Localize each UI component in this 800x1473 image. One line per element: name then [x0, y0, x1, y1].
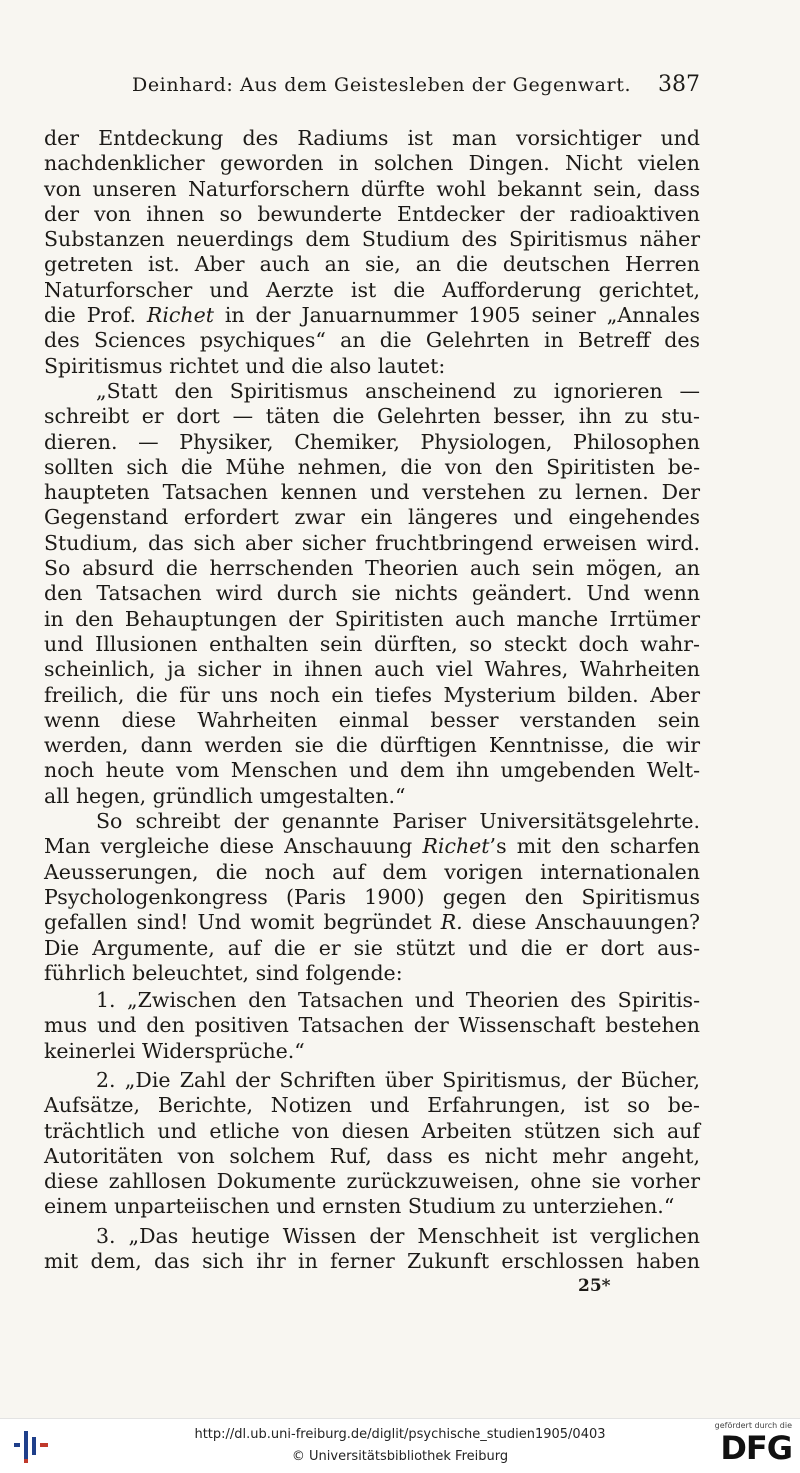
text-line: Aufsätze, Berichte, Notizen und Erfahrungen, ist so be-: [44, 1093, 700, 1118]
text-line: in den Behauptungen der Spiritisten auch manche Irrtümer: [44, 606, 700, 631]
text-line: Gegenstand erfordert zwar ein längeres und eingehendes: [44, 505, 700, 530]
text-line: haupteten Tatsachen kennen und verstehen zu lernen. Der: [44, 480, 700, 505]
text-line: 1. „Zwischen den Tatsachen und Theorien des Spiritis-: [96, 988, 700, 1013]
text-line: mit dem, das sich ihr in ferner Zukunft erschlossen haben: [44, 1249, 700, 1274]
text-line: Man vergleiche diese Anschauung Richet’s mit den scharfen: [44, 834, 700, 859]
text-line: schreibt er dort — täten die Gelehrten besser, ihn zu stu-: [44, 404, 700, 429]
text-line: und Illusionen enthalten sein dürften, so steckt doch wahr-: [44, 631, 700, 656]
list-item-2: [44, 1068, 700, 1220]
text-line: einem unparteiischen und ernsten Studium zu unterziehen.“: [44, 1194, 675, 1219]
dfg-logo: [704, 1421, 792, 1471]
text-line: Aeusserungen, die noch auf dem vorigen internationalen: [44, 859, 700, 884]
text-line: „Statt den Spiritismus anscheinend zu ignorieren —: [96, 378, 700, 403]
text-line: Autoritäten von solchem Ruf, dass es nicht mehr angeht,: [44, 1143, 700, 1168]
text-line: sollten sich die Mühe nehmen, die von den Spiritisten be-: [44, 454, 700, 479]
text-line: trächtlich und etliche von diesen Arbeiten stützen sich auf: [44, 1118, 700, 1143]
text-line: wenn diese Wahrheiten einmal besser verstanden sein: [44, 707, 700, 732]
text-line: 3. „Das heutige Wissen der Menschheit ist verglichen: [96, 1223, 700, 1248]
text-line: 2. „Die Zahl der Schriften über Spiritismus, der Bücher,: [96, 1067, 700, 1092]
text-line: all hegen, gründlich umgestalten.“: [44, 783, 406, 808]
list-item-1: [44, 988, 700, 1064]
text-line: der Entdeckung des Radiums ist man vorsichtiger und: [44, 126, 700, 150]
text-line: Die Argumente, auf die er sie stützt und die er dort aus-: [44, 935, 700, 960]
text-line: So absurd die herrschenden Theorien auch sein mögen, an: [44, 556, 700, 581]
text-line: dieren. — Physiker, Chemiker, Physiologen, Philosophen: [44, 429, 700, 454]
text-line: den Tatsachen wird durch sie nichts geändert. Und wenn: [44, 581, 700, 606]
dfg-logo-text: DFG: [720, 1429, 792, 1467]
text-line: die Prof. Richet in der Januarnummer 1905 seiner „Annales: [44, 303, 700, 328]
funder-note: gefördert durch die: [714, 1421, 792, 1430]
text-line: mus und den positiven Tatsachen der Wissenschaft bestehen: [44, 1013, 700, 1038]
text-line: scheinlich, ja sicher in ihnen auch viel Wahres, Wahrheiten: [44, 657, 700, 682]
text-line: noch heute vom Menschen und dem ihn umgebenden Welt-: [44, 758, 700, 783]
viewer-footer: [0, 1418, 800, 1473]
text-line: von unseren Naturforschern dürfte wohl bekannt sein, dass: [44, 176, 700, 201]
text-line: Spiritismus richtet und die also lautet:: [44, 353, 446, 378]
copyright-notice: © Universitätsbibliothek Freiburg: [291, 1449, 509, 1464]
running-head: [44, 72, 700, 106]
text-line: Psychologenkongress (Paris 1900) gegen den Spiritismus: [44, 884, 700, 909]
text-line: führlich beleuchtet, sind folgende:: [44, 960, 403, 985]
permalink-url[interactable]: http://dl.ub.uni-freiburg.de/diglit/psychische_studien1905/0403: [194, 1427, 606, 1442]
page-number: 387: [658, 72, 700, 97]
running-title: Deinhard: Aus dem Geistesleben der Gegenwart.: [132, 74, 632, 96]
text-line: getreten ist. Aber auch an sie, an die deutschen Herren: [44, 252, 700, 277]
text-line: keinerlei Widersprüche.“: [44, 1038, 305, 1063]
paragraph-quote: [44, 379, 700, 809]
text-line: So schreibt der genannte Pariser Universitätsgelehrte.: [96, 809, 700, 834]
text-line: freilich, die für uns noch ein tiefes Mysterium bilden. Aber: [44, 682, 700, 707]
text-line: gefallen sind! Und womit begründet R. diese Anschauungen?: [44, 910, 700, 935]
signature-mark: 25*: [578, 1276, 611, 1296]
list-item-3: [44, 1224, 700, 1275]
paragraph-3: [44, 809, 700, 986]
text-line: Studium, das sich aber sicher fruchtbringend erweisen wird.: [44, 530, 700, 555]
paragraph-1: [44, 126, 700, 379]
body-text: [44, 126, 700, 1274]
text-line: diese zahllosen Dokumente zurückzuweisen, ohne sie vorher: [44, 1169, 700, 1194]
text-line: werden, dann werden sie die dürftigen Kenntnisse, die wir: [44, 733, 700, 758]
text-line: Substanzen neuerdings dem Studium des Spiritismus näher: [44, 227, 700, 252]
text-line: des Sciences psychiques“ an die Gelehrten in Betreff des: [44, 328, 700, 353]
text-line: der von ihnen so bewunderte Entdecker der radioaktiven: [44, 201, 700, 226]
text-line: nachdenklicher geworden in solchen Dingen. Nicht vielen: [44, 151, 700, 176]
text-line: Naturforscher und Aerzte ist die Aufforderung gerichtet,: [44, 277, 700, 302]
